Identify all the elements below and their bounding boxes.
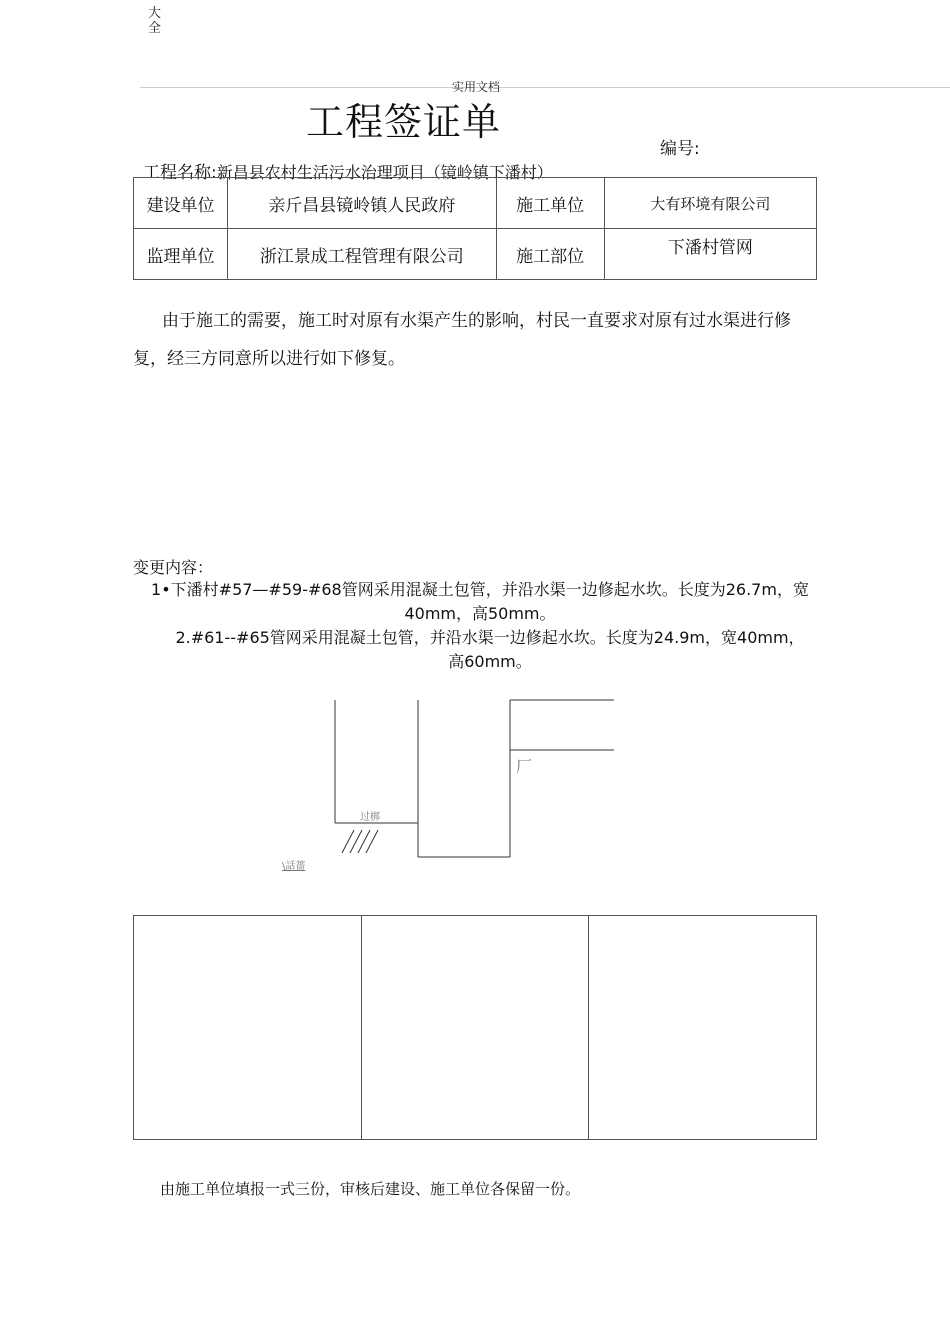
number-label: 编号: bbox=[660, 139, 700, 159]
running-head: 实用文档 bbox=[452, 80, 501, 94]
info-table bbox=[133, 177, 817, 280]
change-item-2: 2.#61--#65管网采用混凝土包管，并沿水渠一边修起水坎。长度为24.9m，宽40mm，高60mm。 bbox=[175, 628, 805, 671]
supervisor-value: 浙江景成工程管理有限公司 bbox=[228, 229, 496, 280]
signature-cell-contractor bbox=[589, 916, 816, 1139]
project-label: 工程名称: bbox=[143, 163, 217, 183]
table-row bbox=[134, 229, 817, 280]
signature-table bbox=[133, 915, 817, 1140]
construction-owner-value: 亲斤昌县镜岭镇人民政府 bbox=[228, 178, 496, 229]
project-name: 新昌县农村生活污水治理项目（镜岭镇下潘村） bbox=[216, 163, 553, 182]
channel-sketch bbox=[270, 690, 630, 880]
sketch-label-right: 厂 bbox=[516, 757, 533, 776]
supervisor-label: 监理单位 bbox=[134, 229, 228, 280]
site-value: 下潘村管网 bbox=[604, 229, 816, 280]
site-label: 施工部位 bbox=[496, 229, 604, 280]
sketch-label-bottom: \話薔 bbox=[282, 861, 306, 872]
signature-cell-supervisor bbox=[362, 916, 590, 1139]
page-title: 工程签证单 bbox=[306, 100, 502, 144]
construction-owner-label: 建设单位 bbox=[134, 178, 228, 229]
change-item-1: 1•下潘村#57—#59-#68管网采用混凝土包管，并沿水渠一边修起水坎。长度为26.7m，宽40mm，高50mm。 bbox=[151, 580, 809, 623]
change-label: 变更内容： bbox=[133, 558, 214, 577]
signature-cell-owner bbox=[134, 916, 362, 1139]
header-rule bbox=[140, 87, 950, 88]
description-paragraph: 由于施工的需要，施工时对原有水渠产生的影响，村民一直要求对原有过水渠进行修复，经三方同意所以进行如下修复。 bbox=[133, 311, 791, 369]
footer-note: 由施工单位填报一式三份，审核后建设、施工单位各保留一份。 bbox=[160, 1180, 581, 1198]
contractor-label: 施工单位 bbox=[496, 178, 604, 229]
sketch-label-top: 过梆 bbox=[360, 812, 380, 823]
contractor-value: 大有环境有限公司 bbox=[604, 178, 816, 229]
corner-text: 大全 bbox=[148, 6, 162, 36]
table-row bbox=[134, 178, 817, 229]
